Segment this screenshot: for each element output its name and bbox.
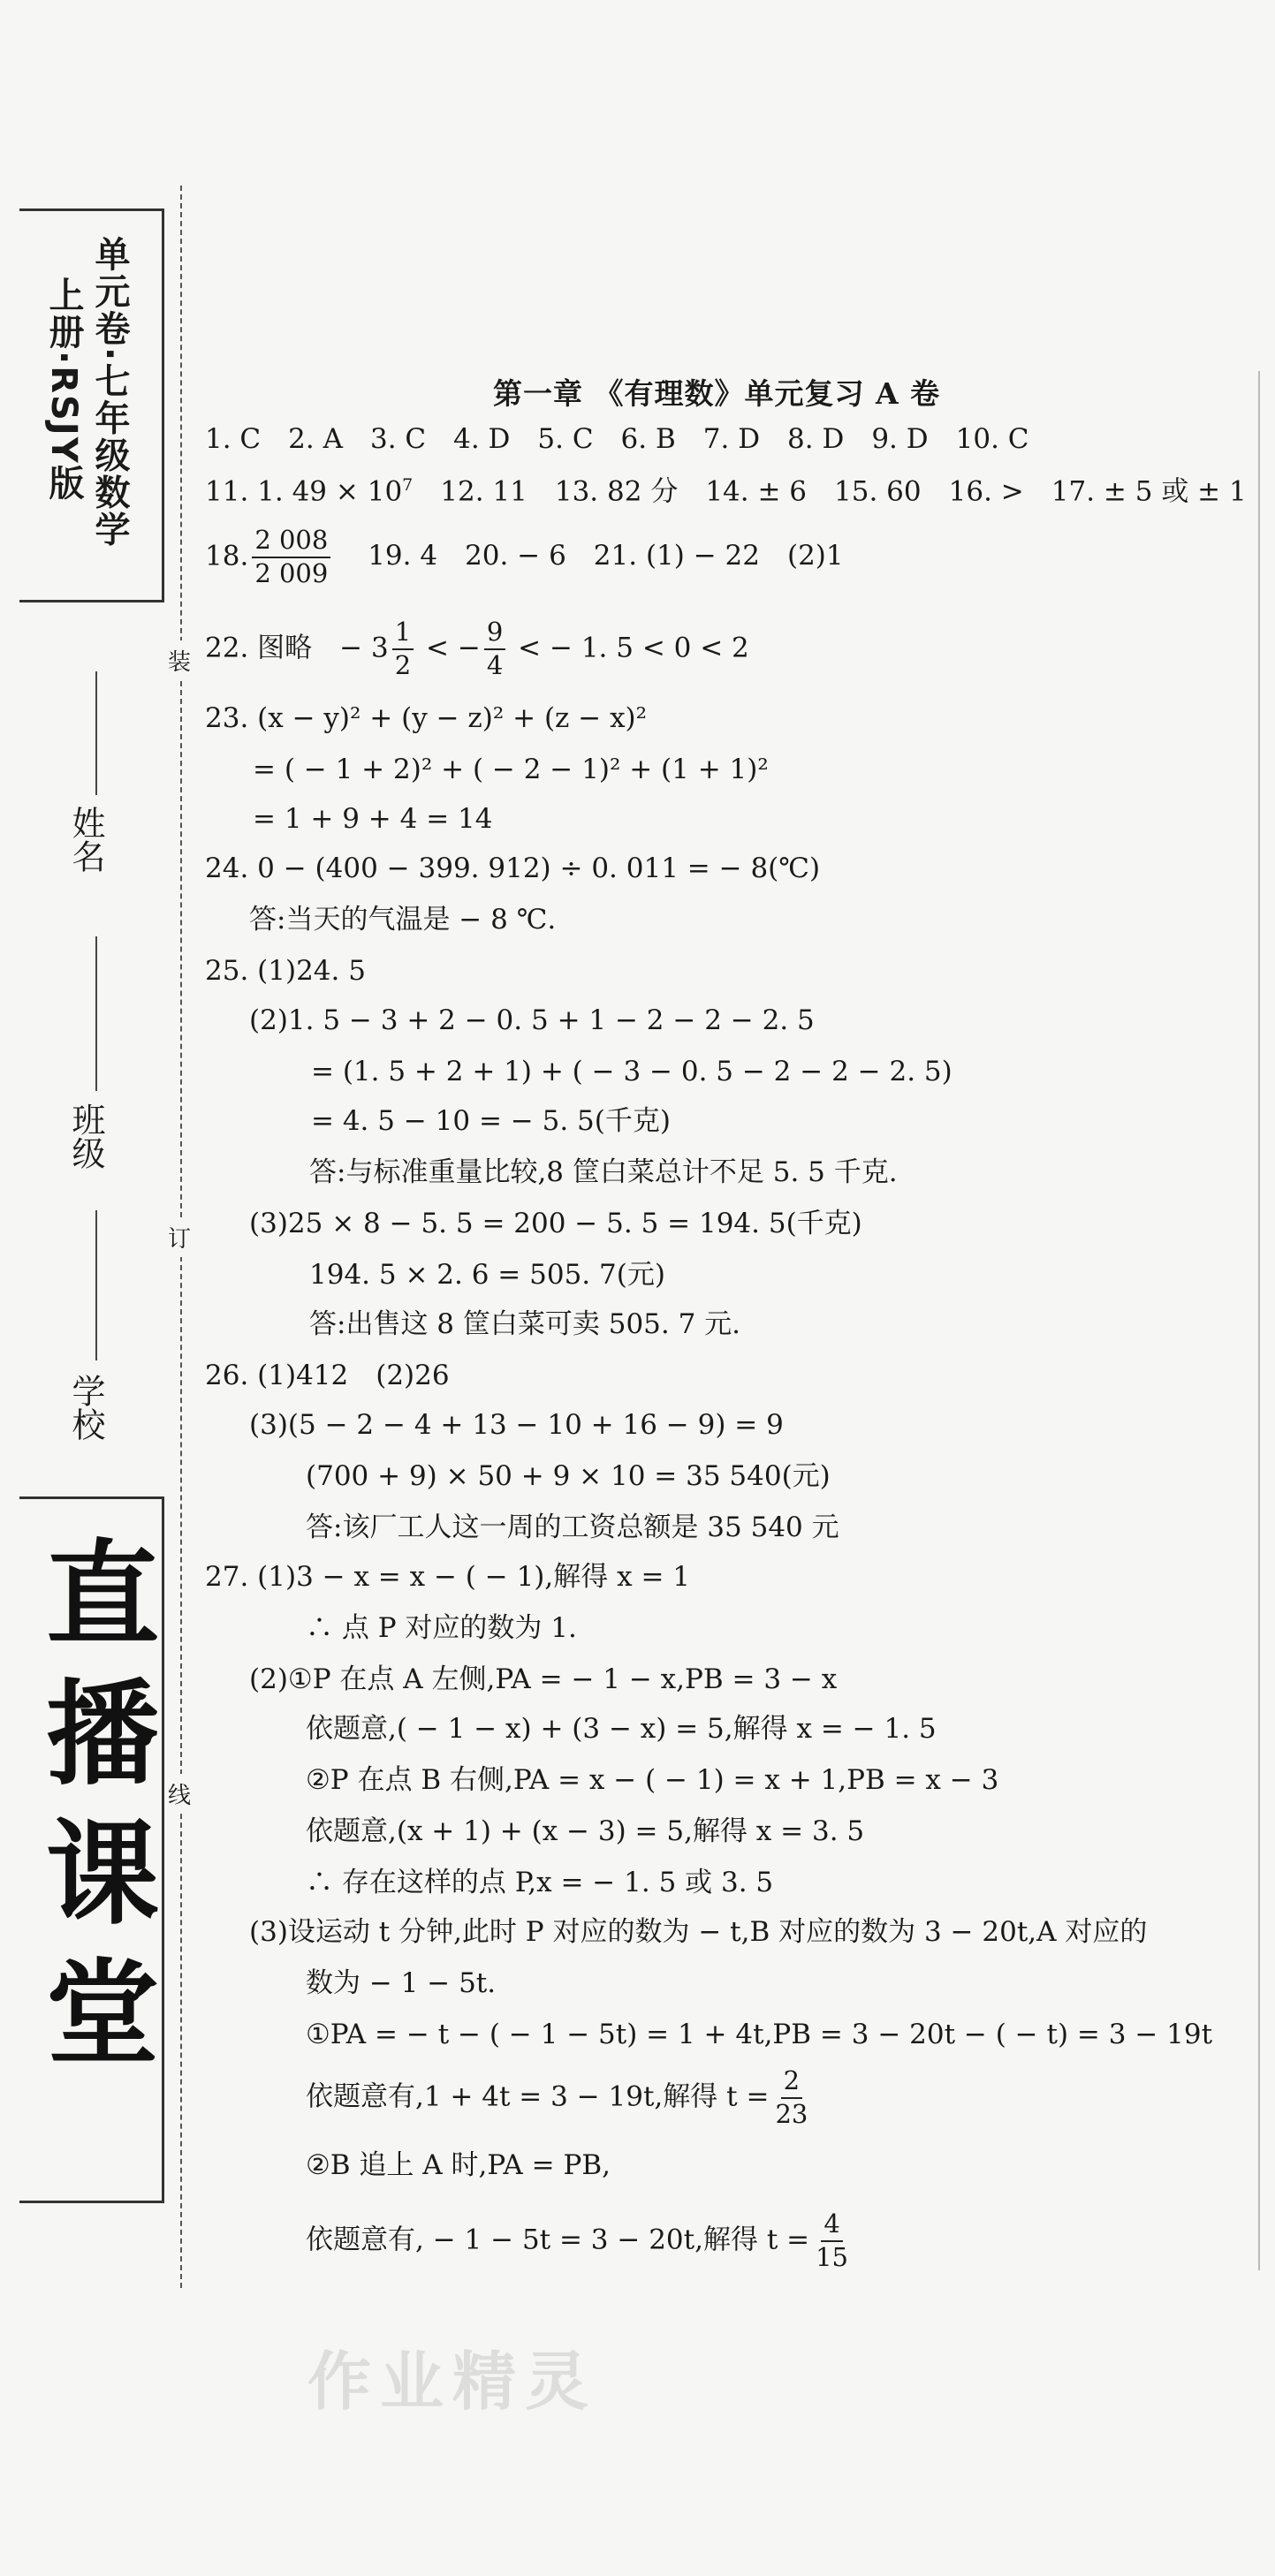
answer-line-27c: (2)①P 在点 A 左侧,PA = − 1 − x,PB = 3 − x bbox=[249, 1663, 838, 1695]
answer-line-27l: ②B 追上 A 时,PA = PB, bbox=[306, 2149, 611, 2181]
name-field-line bbox=[95, 671, 97, 795]
answer-line-25e: 答:与标准重量比较,8 筐白菜总计不足 5. 5 千克. bbox=[309, 1156, 898, 1188]
fraction: $\frac{2 008}{2 009}$ bbox=[252, 527, 330, 588]
binding-mark-fold: 装 bbox=[168, 640, 191, 680]
fraction: $\frac{2}{23}$ bbox=[775, 2065, 808, 2129]
brand-logo-text: 直播课堂 bbox=[27, 1534, 158, 2093]
answer-line-26b: (3)(5 − 2 − 4 + 13 − 10 + 16 − 9) = 9 bbox=[249, 1409, 784, 1441]
answer-line-25b: (2)1. 5 − 3 + 2 − 0. 5 + 1 − 2 − 2 − 2. 5 bbox=[249, 1004, 815, 1036]
brand-box bbox=[19, 1496, 164, 2203]
series-label-line2: 上册·RSJY版 bbox=[43, 277, 84, 502]
answer-line-11-17: 11. 1. $49 \times 10^7$ 12. 11 13. 82 分 14. ± 6 15. 60 16. > 17. ± 5 或 ± 1 bbox=[205, 475, 1247, 508]
answer-line-27d: 依题意,( − 1 − x) + (3 − x) = 5,解得 x = − 1. 5 bbox=[306, 1713, 937, 1745]
answer-line-22: 22. 图略 − 3 $\frac{1}{2}$ < − $\frac{9}{4}$ < − 1. 5 < 0 < 2 bbox=[205, 617, 749, 680]
watermark: 作业精灵 bbox=[307, 2345, 598, 2419]
answer-line-26c: (700 + 9) × 50 + 9 × 10 = 35 540(元) bbox=[306, 1460, 831, 1492]
answer-line-25f: (3)25 × 8 − 5. 5 = 200 − 5. 5 = 194. 5(千克) bbox=[249, 1208, 862, 1239]
binding-mark-line: 线 bbox=[168, 1774, 191, 1814]
answer-line-18-21: 18. $\frac{2 008}{2 009}$ 19. 4 20. − 6 21. (1) − 22 (2)1 bbox=[205, 525, 844, 588]
answer-line-25g: 194. 5 × 2. 6 = 505. 7(元) bbox=[309, 1259, 665, 1291]
school-field-label: 学校 bbox=[66, 1374, 105, 1441]
name-field-label: 姓名 bbox=[66, 806, 105, 873]
answer-line-24a: 24. 0 − (400 − 399. 912) ÷ 0. 011 = − 8(℃) bbox=[205, 852, 821, 884]
answer-line-26a: 26. (1)412 (2)26 bbox=[205, 1360, 450, 1391]
fraction: $\frac{1}{2}$ bbox=[392, 618, 414, 680]
fraction: $\frac{4}{15}$ bbox=[816, 2209, 849, 2272]
answer-line-27k: 依题意有,1 + 4t = 3 − 19t,解得 t = $\frac{2}{23}$ bbox=[306, 2067, 814, 2129]
series-label-line1: 单元卷·七年级数学 bbox=[89, 236, 130, 549]
answer-line-27m: 依题意有, − 1 − 5t = 3 − 20t,解得 t = $\frac{4}{15}$ bbox=[306, 2210, 854, 2272]
answer-line-27j: ①PA = − t − ( − 1 − 5t) = 1 + 4t,PB = 3 − 20t − ( − t) = 3 − 19t bbox=[306, 2019, 1213, 2050]
series-label-box bbox=[19, 208, 164, 602]
answer-line-25h: 答:出售这 8 筐白菜可卖 505. 7 元. bbox=[309, 1308, 741, 1340]
answer-line-27b: ∴ 点 P 对应的数为 1. bbox=[306, 1612, 577, 1644]
answer-line-23b: = ( − 1 + 2)² + ( − 2 − 1)² + (1 + 1)² bbox=[253, 754, 769, 785]
answer-line-26d: 答:该厂工人这一周的工资总额是 35 540 元 bbox=[306, 1512, 839, 1543]
binding-mark-staple: 订 bbox=[168, 1217, 191, 1257]
answer-line-25d: = 4. 5 − 10 = − 5. 5(千克) bbox=[311, 1105, 671, 1137]
right-margin-line bbox=[1258, 371, 1260, 2270]
answer-line-27i: 数为 − 1 − 5t. bbox=[306, 1967, 497, 1999]
class-field-line bbox=[95, 936, 97, 1091]
school-field-line bbox=[95, 1210, 97, 1360]
answer-line-27h: (3)设运动 t 分钟,此时 P 对应的数为 − t,B 对应的数为 3 − 20t,A 对应的 bbox=[249, 1916, 1148, 1948]
answer-line-27a: 27. (1)3 − x = x − ( − 1),解得 x = 1 bbox=[205, 1561, 690, 1593]
answer-line-27g: ∴ 存在这样的点 P,x = − 1. 5 或 3. 5 bbox=[306, 1867, 774, 1898]
answer-line-25a: 25. (1)24. 5 bbox=[205, 955, 366, 987]
answer-line-23c: = 1 + 9 + 4 = 14 bbox=[253, 803, 493, 835]
answer-line-25c: = (1. 5 + 2 + 1) + ( − 3 − 0. 5 − 2 − 2 − 2. 5) bbox=[311, 1056, 952, 1087]
answer-line-24b: 答:当天的气温是 − 8 ℃. bbox=[249, 904, 557, 936]
answer-line-1-10: 1. C 2. A 3. C 4. D 5. C 6. B 7. D 8. D 9. D 10. C bbox=[205, 423, 1029, 455]
class-field-label: 班级 bbox=[66, 1102, 105, 1170]
answer-line-27e: ②P 在点 B 右侧,PA = x − ( − 1) = x + 1,PB = x − 3 bbox=[306, 1764, 999, 1796]
page-title: 第一章 《有理数》单元复习 A 卷 bbox=[493, 376, 941, 411]
fraction: $\frac{9}{4}$ bbox=[484, 618, 505, 680]
answer-line-27f: 依题意,(x + 1) + (x − 3) = 5,解得 x = 3. 5 bbox=[306, 1815, 865, 1847]
answer-line-23a: 23. (x − y)² + (y − z)² + (z − x)² bbox=[205, 702, 648, 734]
